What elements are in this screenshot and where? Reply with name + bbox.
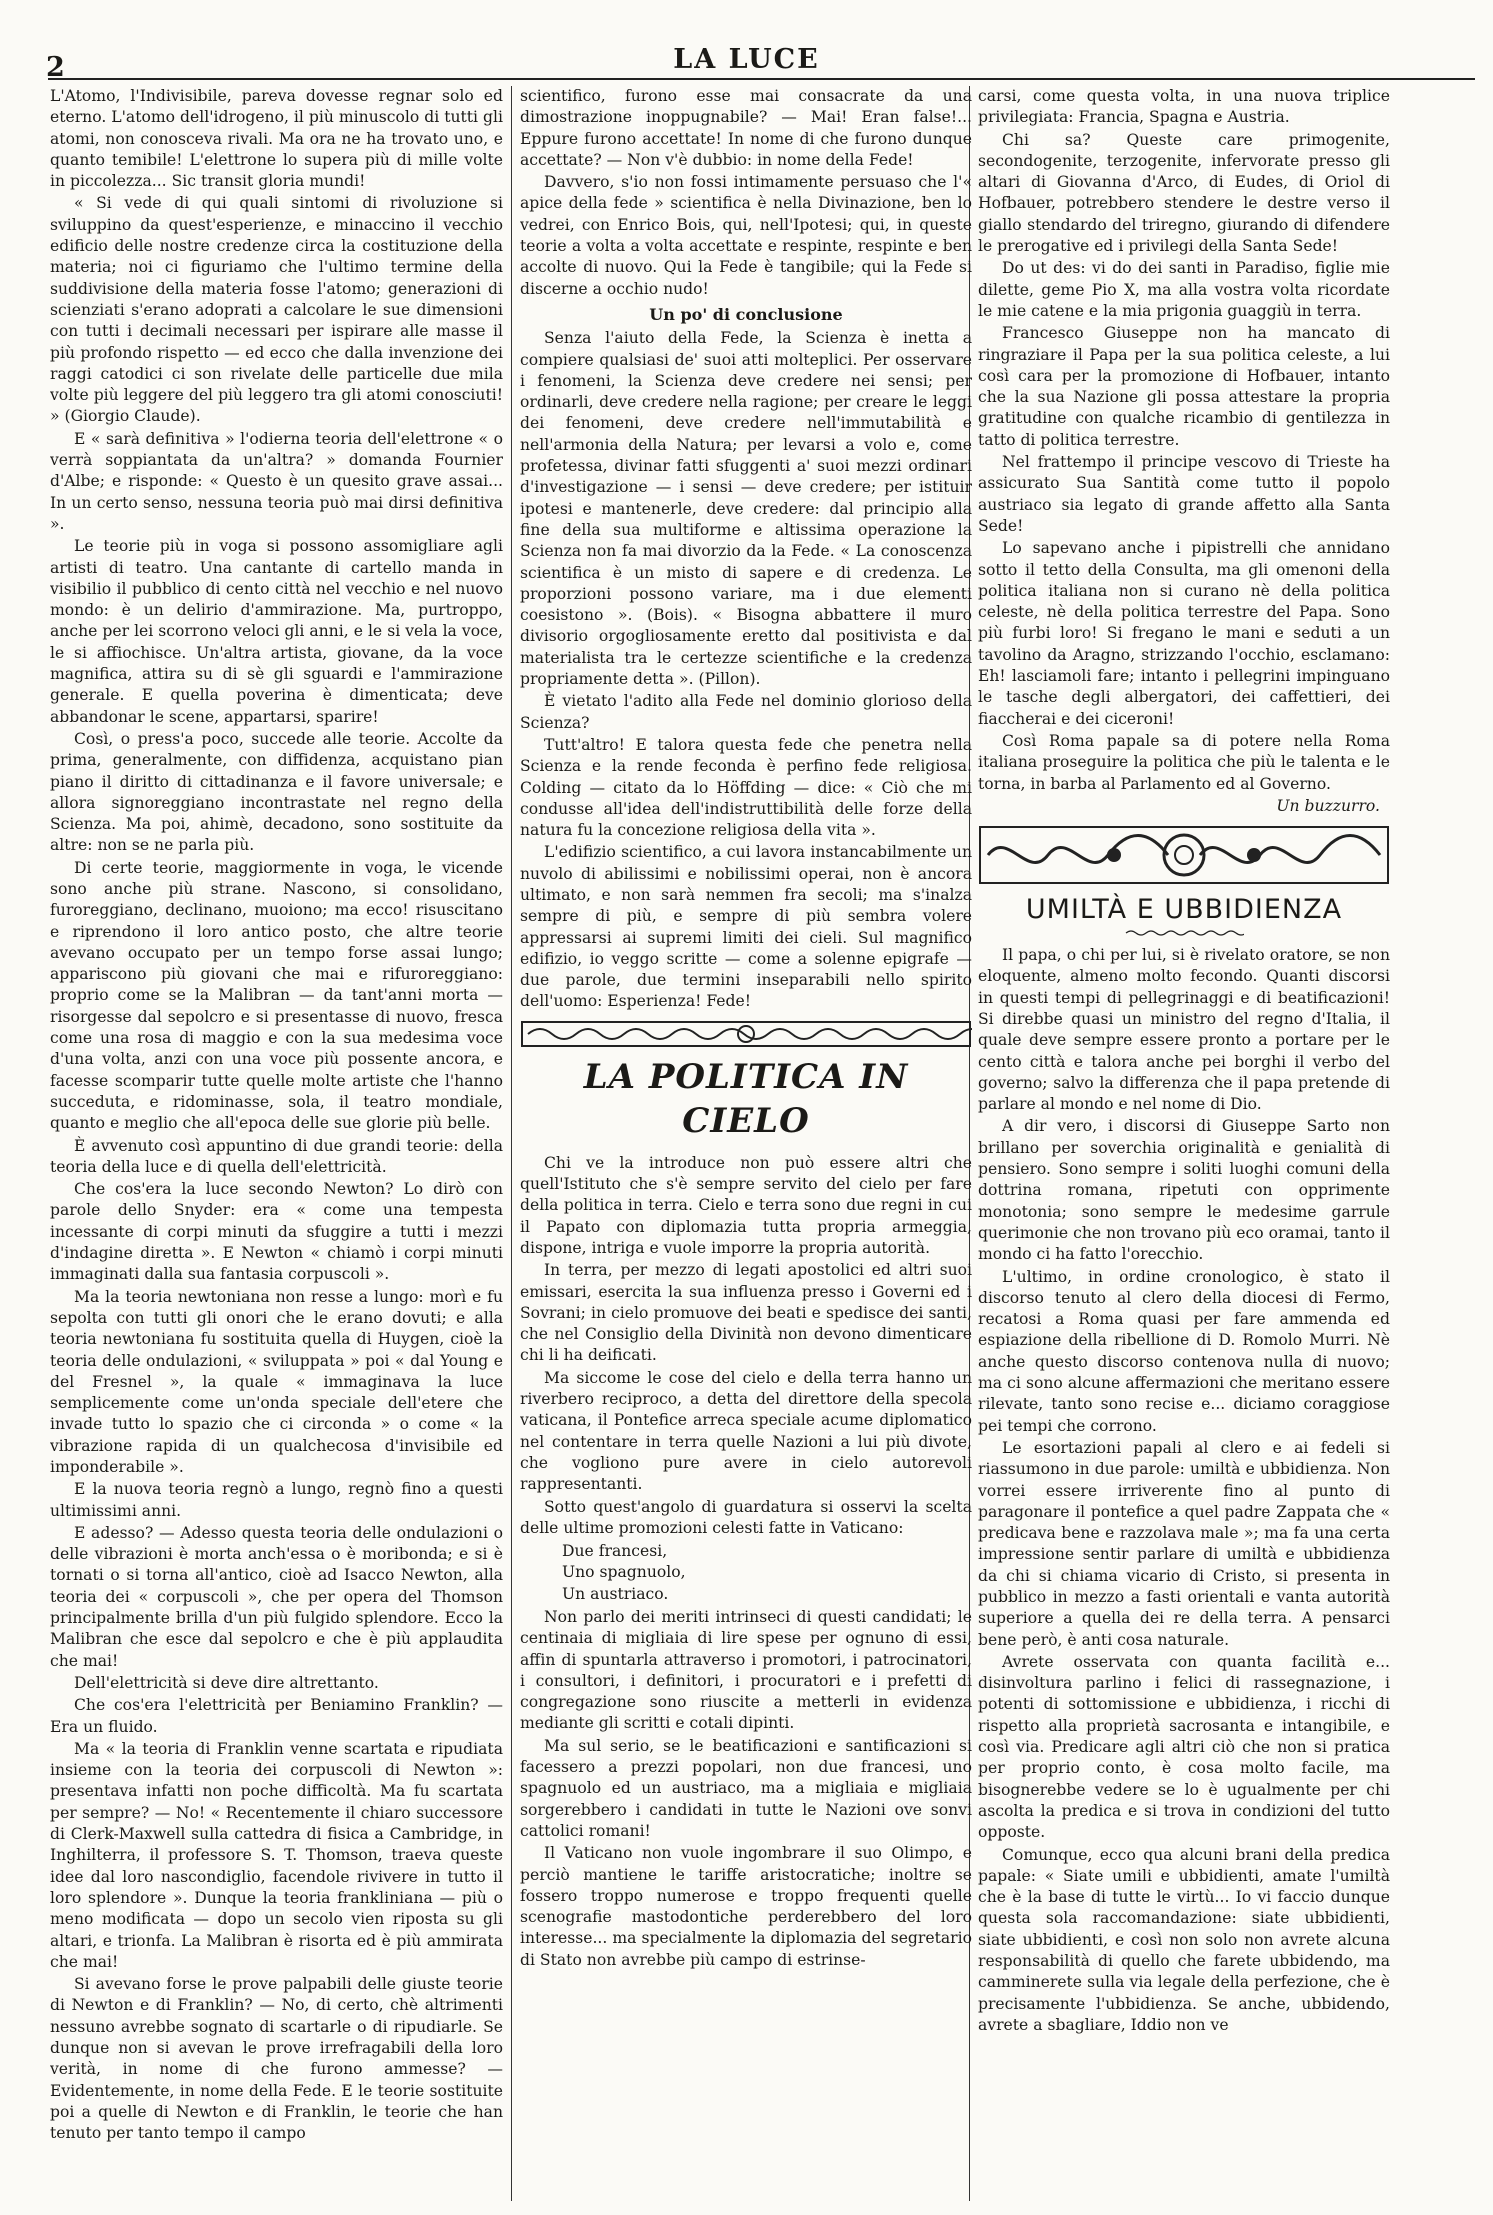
verse-line: Un austriaco.: [562, 1584, 669, 1603]
col1-paragraph: E « sarà definitiva » l'odierna teoria dell'elettrone « o verrà soppiantata da un'altra? » domanda Fournier d'Albe; e risponde: « Questo è un quesito grave assai... In un certo senso, nessuna teoria può mai dirsi definitiva ».: [50, 429, 503, 533]
col1-paragraph: « Si vede di qui quali sintomi di rivoluzione si sviluppino da quest'esperienze, e minaccino il vecchio edificio delle nostre credenze circa la costituzione della materia; noi ci figuriamo che l'ultimo termine della suddivisione della materia fosse l'atomo; generazioni di scienziati s'erano adoprati a calcolare le sue dimensioni con tutti i decimali necessari per ispirare alle masse il più profondo rispetto — ed ecco che dalla invenzione dei raggi catodici ci son rivelate delle particelle due mila volte più leggere del più leggero tra gli atomi conosciuti! » (Giorgio Claude).: [50, 194, 503, 426]
col3-paragraph: Nel frattempo il principe vescovo di Trieste ha assicurato Sua Santità come tutto il popolo austriaco sia legato di grande affetto alla Santa Sede!: [978, 453, 1390, 535]
column-3: [978, 86, 1390, 2206]
column-2: [520, 86, 972, 2206]
col2-paragraph: Ma siccome le cose del cielo e della terra hanno un riverbero reciproco, a detta del direttore della specola vaticana, il Pontefice arreca speciale acume diplomatico nel contentare in terra quelle Nazioni a lui più divote, che vogliono pure avere in cielo autorevoli rappresentanti.: [520, 1368, 972, 1494]
col2-paragraph: Davvero, s'io non fossi intimamente persuaso che l'« apice della fede » scientifica è nella Divinazione, ben lo vedrei, con Enrico Bois, qui, nell'Ipotesi; qui, in queste teorie a volta a volta accettate e respinte, respinte e ben accolte di nuovo. Qui la Fede è tangibile; qui la Fede si discerne a occhio nudo!: [520, 173, 972, 298]
col1-paragraph: Ma la teoria newtoniana non resse a lungo: morì e fu sepolta con tutti gli onori che le erano dovuti; e alla teoria newtoniana fu sostituita quella di Huygen, cioè la teoria delle ondulazioni, « sviluppata » poi « dal Young e del Fresnel », la quale « immaginava la luce semplicemente come un'onda speciale dell'etere che invade tutto lo spazio che ci circonda » o come « la vibrazione rapida di un qualchecosa d'invisibile ed imponderabile ».: [50, 1287, 503, 1476]
section-subheading: Un po' di conclusione: [649, 304, 843, 324]
column-divider-1: [511, 86, 512, 2201]
title-underline-ornament: [1124, 929, 1244, 937]
col3-paragraph: Le esortazioni papali al clero e ai fedeli si riassumono in due parole: umiltà e ubbidienza. Non vorrei essere irriverente fino al punto di paragonare il pontefice a quel padre Zappata che « predicava bene e razzolava male »; ma fa una certa impressione sentir parlare di umiltà e ubbidienza da chi si chiama vicario di Cristo, si presenta in pubblico in mezzo a fasti orientali e vanta autorità superiore a quella dei re della terra. A pensarci bene però, è anti cosa naturale.: [978, 1438, 1390, 1649]
author-signature: Un buzzurro.: [1276, 796, 1380, 815]
col1-paragraph: Così, o press'a poco, succede alle teorie. Accolte da prima, generalmente, con diffidenza, acquistano pian piano il diritto di cittadinanza e il favore universale; e allora signoreggiano incontrastate nel regno della Scienza. Ma poi, ahimè, decadono, sono sostituite da altre: non se ne parla più.: [50, 729, 503, 855]
col1-paragraph: Si avevano forse le prove palpabili delle giuste teorie di Newton e di Franklin? — No, di certo, chè altrimenti nessuno avrebbe sognato di scartarle o di ripudiarle. Se dunque non si avevan le prove irrefragabili della loro verità, in nome di che furono ammesse? — Evidentemente, in nome della Fede. E le teorie sostituite poi a quelle di Newton e di Franklin, le teorie che han tenuto per tanto tempo il campo: [50, 1975, 503, 2143]
col1-paragraph: Che cos'era l'elettricità per Beniamino Franklin? — Era un fluido.: [50, 1696, 503, 1736]
col2-paragraph: scientifico, furono esse mai consacrate da una dimostrazione inoppugnabile? — Mai! Eran false!... Eppure furono accettate! In nome di che furono dunque accettate? — Non v'è dubbio: in nome della Fede!: [520, 87, 972, 169]
col2-paragraph: Tutt'altro! E talora questa fede che penetra nella Scienza e la rende feconda è perfino fede religiosa. Colding — citato da lo Höffding — dice: « Ciò che mi condusse all'idea dell'indistruttibilità delle forze della natura fu la concezione religiosa della vita ».: [520, 735, 972, 840]
col3-paragraph: Francesco Giuseppe non ha mancato di ringraziare il Papa per la sua politica celeste, a lui così cara per la promozione di Hofbauer, intanto che la sua Nazione gli possa attestare la propria gratitudine con qualche ricambio di gentilezza in tatto di politica terrestre.: [978, 324, 1390, 449]
col3-paragraph: Avrete osservata con quanta facilità e... disinvoltura parlino i felici di rassegnazione, i potenti di sottomissione e ubbidienza, i ricchi di rispetto alla proprietà sacrosanta e intangibile, e così via. Predicare agli altri ciò che non si pratica per proprio conto, è cosa molto facile, ma bisognerebbe vedere se lo è ugualmente per chi ascolta la predica e si trova in condizioni del tutto opposte.: [978, 1652, 1390, 1842]
col3-paragraph: Il papa, o chi per lui, si è rivelato oratore, se non eloquente, almeno molto fecondo. Quanti discorsi in questi tempi di pellegrinaggi e di beatificazioni! Si direbbe quasi un ministro del regno d'Italia, il quale deve sempre essere pronto a portare per le cento città e talora anche pei borghi il verbo del governo; salvo la differenza che il papa pretende di parlare al mondo e nel nome di Dio.: [978, 946, 1390, 1114]
col1-paragraph: E adesso? — Adesso questa teoria delle ondulazioni o delle vibrazioni è morta anch'essa o è moribonda; e si è tornati o si torna all'antico, cioè ad Isacco Newton, alla teoria dei « corpuscoli », che per opera del Thomson principalmente brilla d'un più fulgido splendore. Ecco la Malibran che esce dal sepolcro e che è più applaudita che mai!: [50, 1523, 503, 1670]
col1-paragraph: Di certe teorie, maggiormente in voga, le vicende sono anche più strane. Nascono, si consolidano, furoreggiano, declinano, muoiono; ma ecco! risuscitano e riprendono il loro antico posto, che altre teorie avevano occupato per un tempo forse assai lungo; appariscono più giovani che mai e rifuroreggiano: proprio come se la Malibran — da tant'anni morta — risorgesse dal sepolcro e si presentasse di nuovo, fresca come una rosa di maggio e con la sua medesima voce d'una volta, anzi con una voce più possente ancora, e facesse scomparir tutte quelle molte artiste che l'hanno succeduta, e ridominasse, sola, il teatro mondiale, quanto e meglio che all'epoca delle sue glorie più belle.: [50, 858, 503, 1133]
col3-paragraph: Così Roma papale sa di potere nella Roma italiana proseguire la politica che più le talenta e le torna, in barba al Parlamento ed al Governo.: [978, 731, 1390, 793]
masthead-title: LA LUCE: [673, 44, 820, 75]
verse-line: Due francesi,: [562, 1542, 668, 1561]
col2-paragraph: Non parlo dei meriti intrinseci di questi candidati; le centinaia di migliaia di lire spese per ognuno di essi, affin di spuntarla attraverso i promotori, i patrocinatori, i consultori, i definitori, i procuratori e i prefetti di congregazione sono riuscite a metterli in evidenza mediante gli scritti e cotali dipinti.: [520, 1608, 972, 1733]
article-title: LA POLITICA IN CIELO: [583, 1056, 909, 1141]
verse-list: [562, 1541, 972, 1605]
article-title: UMILTÀ E UBBIDIENZA: [1025, 894, 1343, 926]
col1-paragraph: E la nuova teoria regnò a lungo, regnò fino a questi ultimissimi anni.: [50, 1480, 503, 1520]
col2-paragraph: L'edifizio scientifico, a cui lavora instancabilmente un nuvolo di abilissimi e nobilissimi operai, non è ancora ultimato, e non sarà nemmen fra secoli; ma s'inalza sempre di più, e sempre di più sembra volere appressarsi ai supremi limiti dei cieli. Sul magnifico edifizio, io veggo scritte — come a solenne epigrafe — due parole, due termini inseparabili nello spirito dell'uomo: Esperienza! Fede!: [520, 843, 972, 1011]
col1-paragraph: Che cos'era la luce secondo Newton? Lo dirò con parole dello Snyder: era « come una tempesta incessante di corpi minuti da sfuggire a tutti i mezzi d'indagine diretta ». E Newton « chiamò i corpi minuti immaginati dalla sua fantasia corpuscoli ».: [50, 1180, 503, 1284]
col3-paragraph: Chi sa? Queste care primogenite, secondogenite, terzogenite, infervorate presso gli altari di Giovanna d'Arco, di Eudes, di Oriol di Hofbauer, potrebbero stendere le destre verso il giallo stendardo del triregno, giurando di difendere le prerogative ed i privilegi della Santa Sede!: [978, 130, 1390, 256]
column-1: [50, 86, 503, 2206]
col2-paragraph: Ma sul serio, se le beatificazioni e santificazioni si facessero a prezzi popolari, non due francesi, uno spagnuolo ed un austriaco, ma a migliaia e migliaia sorgerebbero i candidati in tutte le Nazioni ove sonvi cattolici romani!: [520, 1736, 972, 1840]
col2-paragraph: Senza l'aiuto della Fede, la Scienza è inetta a compiere qualsiasi de' suoi atti molteplici. Per osservare i fenomeni, la Scienza deve credere nei sensi; per ordinarli, deve credere nella ragione; per creare le leggi dei fenomeni, deve credere nell'immutabilità e nell'armonia della Natura; per levarsi a volo e, come profetessa, divinar fatti sfuggenti a' suoi mezzi ordinari d'investigazione — i sensi — deve credere; per istituir ipotesi e mantenerle, deve credere: dal principio alla fine della sua multiforme e altissima operazione la Scienza non fa mai divorzio da la Fede. « La conoscenza scientifica è un misto di sapere e di credenza. Le proporzioni possono variare, ma i due elementi coesistono ». (Bois). « Bisogna abbattere il muro divisorio orgogliosamente eretto dal positivista e dal materialista tra le certezze scientifiche e la credenza propriamente detta ». (Pillon).: [520, 329, 972, 689]
col2-paragraph: Sotto quest'angolo di guardatura si osservi la scelta delle ultime promozioni celesti fatte in Vaticano:: [520, 1497, 972, 1537]
col2-paragraph: Chi ve la introduce non può essere altri che quell'Istituto che s'è sempre servito del cielo per fare della politica in terra. Cielo e terra sono due regni in cui il Papato con diplomazia tutta propria armeggia, dispone, intriga e vuole imporre la propria autorità.: [520, 1153, 972, 1257]
decorative-border-ornament: [520, 1019, 972, 1049]
col3-paragraph: Comunque, ecco qua alcuni brani della predica papale: « Siate umili e ubbidienti, amate l'umiltà che è la base di tutte le virtù... Io vi faccio dunque questa sola raccomandazione: siate ubbidienti, siate ubbidienti, e così non solo non avrete alcuna responsabilità di quello che farete ubbidendo, ma camminerete sulla via legale della perfezione, che è precisamente l'ubbidienza. Se anche, ubbidendo, avrete a sbagliare, Iddio non ve: [978, 1845, 1390, 2034]
col1-paragraph: Dell'elettricità si deve dire altrettanto.: [74, 1673, 379, 1692]
col1-paragraph: Ma « la teoria di Franklin venne scartata e ripudiata insieme con la teoria dei corpuscoli di Newton »: presentava infatti non poche difficoltà. Ma fu scartata per sempre? — No! « Recentemente il chiaro successore di Clerk-Maxwell sulla cattedra di fisica a Cambridge, in Inghilterra, il professore S. T. Thomson, traeva queste idee dal loro nascondiglio, facendole rivivere in tutto il loro splendore ». Dunque la teoria frankliniana — più o meno modificata — dopo un secolo vien riposta su gli altari, e trionfa. La Malibran è risorta ed è più ammirata che mai!: [50, 1739, 503, 1971]
verse-line: Uno spagnuolo,: [562, 1563, 686, 1582]
col1-paragraph: È avvenuto così appuntino di due grandi teorie: della teoria della luce e di quella dell'elettricità.: [50, 1136, 503, 1176]
page-number: 2: [46, 52, 65, 83]
col3-paragraph: Lo sapevano anche i pipistrelli che annidano sotto il tetto della Consulta, ma gli omenoni della politica italiana non si curano nè della politica celeste, nè della politica terrestre del Papa. Sono più furbi loro! Si fregano le mani e seduti a un tavolino da Aragno, strizzando l'occhio, esclamano: Eh! lasciamoli fare; intanto i pellegrini impinguano le tasche degli albergatori, dei caffettieri, dei fiaccherai e dei ciceroni!: [978, 539, 1390, 728]
header-rule: [48, 78, 1475, 80]
col2-paragraph: È vietato l'adito alla Fede nel dominio glorioso della Scienza?: [520, 692, 972, 732]
col1-paragraph: L'Atomo, l'Indivisibile, pareva dovesse regnar solo ed eterno. L'atomo dell'idrogeno, il più minuscolo di tutti gli atomi, non conosceva rivali. Ma ora ne ha trovato uno, e quanto temibile! L'elettrone lo supera più di mille volte in piccolezza... Sic transit gloria mundi!: [50, 87, 503, 191]
col1-paragraph: Le teorie più in voga si possono assomigliare agli artisti di teatro. Una cantante di cartello manda in visibilio il pubblico di cento città nel vecchio e nel nuovo mondo: è un delirio d'ammirazione. Ma, purtroppo, anche per lei scorrono veloci gli anni, e le si vela la voce, le si affiochisce. Un'altra artista, giovane, da la voce magnifica, attira su di sè gli sguardi e l'ammirazione generale. E quella poverina è dimenticata; deve abbandonar le scene, appartarsi, sparire!: [50, 537, 503, 726]
col2-paragraph: Il Vaticano non vuole ingombrare il suo Olimpo, e perciò mantiene le tariffe aristocratiche; inoltre se fossero troppo numerose e troppo frequenti quelle scenografie mastodontiche perderebbero del loro interesse... ma specialmente la diplomazia del segretario di Stato non avrebbe più campo di estrinse-: [520, 1844, 972, 1969]
col3-paragraph: A dir vero, i discorsi di Giuseppe Sarto non brillano per soverchia originalità e genialità di pensiero. Sono sempre i soliti luoghi comuni della dottrina romana, ripetuti con opprimente monotonia; sono sempre le medesime garrule querimonie che non trovano più eco oramai, tanto il mondo ci ha fatto l'orecchio.: [978, 1117, 1390, 1264]
col3-paragraph: carsi, come questa volta, in una nuova triplice privilegiata: Francia, Spagna e Austria.: [978, 87, 1390, 127]
col3-paragraph: L'ultimo, in ordine cronologico, è stato il discorso tenuto al clero della diocesi di Fermo, recatosi a Roma quasi per fare ammenda ed espiazione della ribellione di D. Romolo Murri. Nè anche questo discorso contenova nulla di nuovo; ma ci sono alcune affermazioni che meritano essere rilevate, tanto sono recise e... diciamo coraggiose pei tempi che corrono.: [978, 1267, 1390, 1435]
col2-paragraph: In terra, per mezzo di legati apostolici ed altri suoi emissari, esercita la sua influenza presso i Governi ed i Sovrani; in cielo promuove dei beati e spedisce dei santi, che nel Consiglio della Divinità non devono dimenticare chi li ha deificati.: [520, 1261, 972, 1365]
col3-paragraph: Do ut des: vi do dei santi in Paradiso, figlie mie dilette, geme Pio X, ma alla vostra volta ricordate le mie catene e la mia prigonia guaggiù in terra.: [978, 259, 1390, 320]
decorative-header-ornament: [978, 823, 1390, 887]
